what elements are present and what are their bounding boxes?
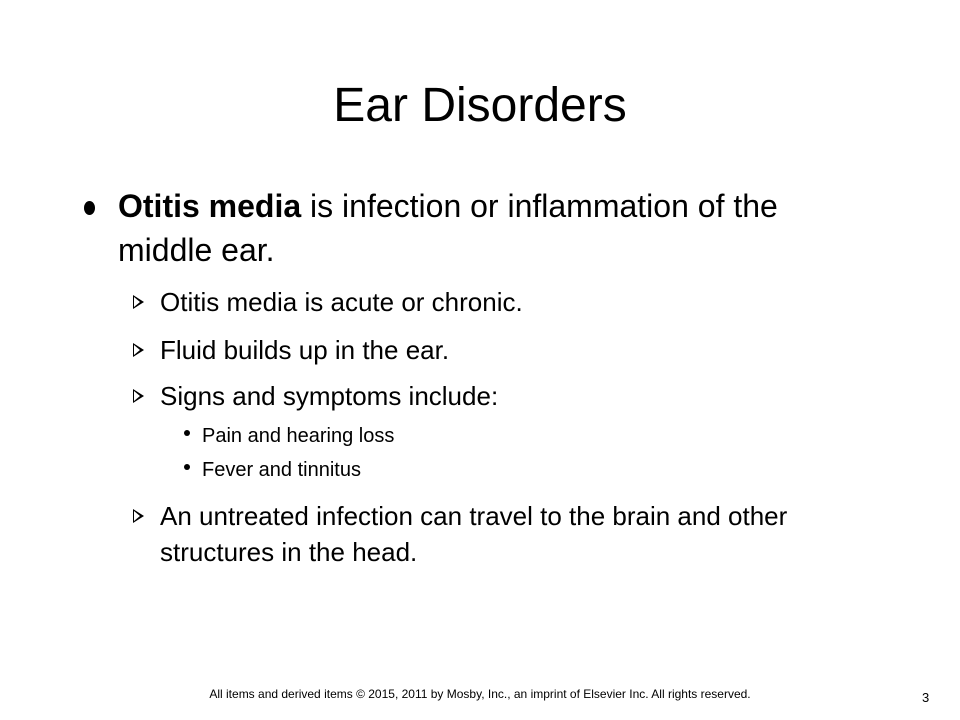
sub-bullet — [160, 498, 860, 570]
bullet-dot-icon — [84, 201, 95, 215]
slide-title: Ear Disorders — [333, 79, 627, 132]
arrow-bullet-icon — [133, 509, 144, 523]
copyright-footer: All items and derived items © 2015, 2011 by Mosby, Inc., an imprint of Elsevier Inc. All rights reserved. — [209, 687, 751, 701]
sub-bullet — [160, 378, 860, 414]
arrow-bullet-icon — [133, 295, 144, 309]
arrow-bullet-icon — [133, 389, 144, 403]
sub-bullet-text: An untreated infection can travel to the brain and other structures in the head. — [160, 501, 788, 567]
symptom-item — [202, 422, 802, 450]
small-bullet-icon — [184, 430, 190, 436]
sub-bullet-text: Otitis media is acute or chronic. — [160, 287, 523, 317]
sub-bullet — [160, 284, 860, 320]
arrow-bullet-icon — [133, 343, 144, 357]
sub-bullet-text: Signs and symptoms include: — [160, 381, 499, 411]
main-bullet-text: is infection or inflammation of the middle ear. — [118, 188, 778, 268]
sub-bullet — [160, 332, 860, 368]
symptom-text: Pain and hearing loss — [202, 425, 395, 447]
small-bullet-icon — [184, 464, 190, 470]
main-bullet-term: Otitis media — [118, 188, 302, 224]
symptom-item — [202, 456, 802, 484]
symptom-text: Fever and tinnitus — [202, 459, 361, 481]
main-bullet — [118, 184, 848, 272]
sub-bullet-text: Fluid builds up in the ear. — [160, 335, 450, 365]
page-number: 3 — [922, 690, 930, 705]
